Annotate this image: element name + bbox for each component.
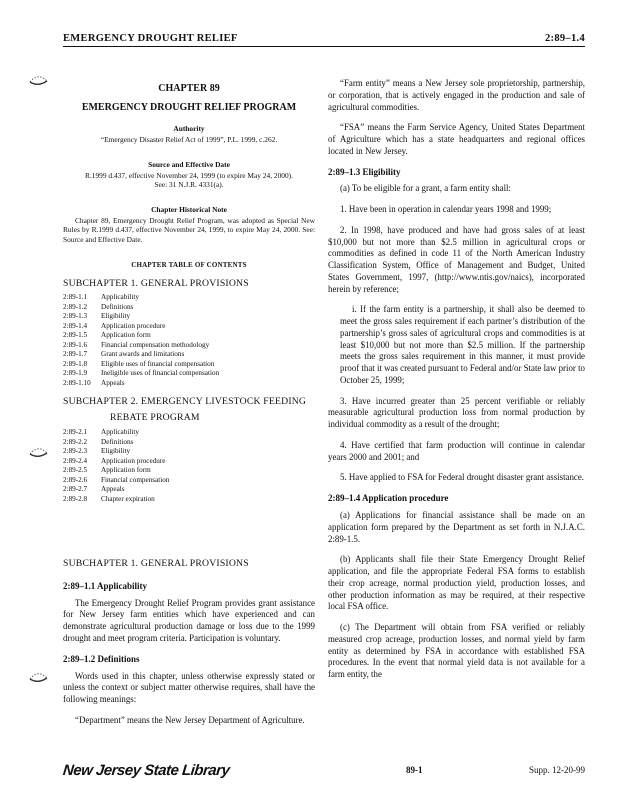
subchapter-1-heading: SUBCHAPTER 1. GENERAL PROVISIONS bbox=[63, 558, 249, 570]
toc-subchapter-2-heading-cont: REBATE PROGRAM bbox=[110, 412, 200, 424]
program-title: EMERGENCY DROUGHT RELIEF PROGRAM bbox=[81, 102, 297, 114]
left-column bbox=[63, 78, 315, 736]
toc-entry bbox=[63, 322, 315, 332]
supplement-date: Supp. 12-20-99 bbox=[529, 765, 585, 775]
authority-text: “Emergency Disaster Relief Act of 1999”, P.L. 1999, c.262. bbox=[100, 135, 278, 145]
punch-hole-mark bbox=[27, 665, 49, 687]
toc-entry bbox=[63, 293, 315, 303]
history-heading: Chapter Historical Note bbox=[151, 204, 227, 214]
toc-entry bbox=[63, 369, 315, 379]
toc-entry bbox=[63, 495, 315, 505]
toc-entry-title: Applicability bbox=[101, 428, 139, 437]
toc-entry-title: Appeals bbox=[101, 485, 125, 494]
toc-subchapter-1-list bbox=[63, 293, 315, 388]
eligibility-item-2-i: i. If the farm entity is a partnership, it shall also be deemed to meet the gross sales requirement if each partner’s distribution of the partnership’s gross sales of agricultural crops and commodities is at least $10,000 but not more than $2.5 million. If the partnership meets the gross sales requirement in this manner, it must provide proof that it was created pursuant to Federal and/or State law prior to October 25, 1999; bbox=[340, 304, 585, 385]
toc-entry-number: 2:89-2.3 bbox=[63, 447, 88, 456]
toc-entry-number: 2:89-1.5 bbox=[63, 331, 88, 340]
toc-subchapter-2-heading: SUBCHAPTER 2. EMERGENCY LIVESTOCK FEEDING bbox=[63, 396, 307, 408]
toc-entry bbox=[63, 457, 315, 467]
definition-farm-entity: “Farm entity” means a New Jersey sole proprietorship, partnership, or corporation, that is actively engaged in the production and sale of agricultural commodities. bbox=[328, 78, 585, 112]
toc-entry-number: 2:89-2.8 bbox=[63, 494, 88, 503]
toc-entry-title: Grant awards and limitations bbox=[101, 350, 185, 359]
toc-entry-title: Financial compensation methodology bbox=[101, 340, 210, 349]
header-title: EMERGENCY DROUGHT RELIEF bbox=[63, 33, 238, 44]
source-text: R.1999 d.437, effective November 24, 1999 (to expire May 24, 2000). bbox=[85, 170, 293, 180]
section-1-4-c: (c) The Department will obtain from FSA verified or reliably measured crop acreage, production losses, and normal yield by farm entity as determined by FSA in accordance with established FSA procedures. In the event that normal yield data is not available for a farm entity, the bbox=[328, 622, 585, 679]
toc-entry-title: Appeals bbox=[101, 378, 125, 387]
toc-entry-number: 2:89-1.2 bbox=[63, 302, 88, 311]
punch-hole-mark bbox=[27, 440, 49, 462]
definition-department: “Department” means the New Jersey Department of Agriculture. bbox=[75, 714, 305, 725]
section-1-3-a: (a) To be eligible for a grant, a farm entity shall: bbox=[340, 183, 511, 194]
toc-entry bbox=[63, 341, 315, 351]
eligibility-item-1: 1. Have been in operation in calendar years 1998 and 1999; bbox=[340, 204, 552, 215]
library-stamp: New Jersey State Library bbox=[62, 761, 231, 779]
toc-entry bbox=[63, 447, 315, 457]
toc-entry bbox=[63, 476, 315, 486]
toc-entry bbox=[63, 331, 315, 341]
toc-entry-title: Ineligible uses of financial compensation bbox=[101, 369, 220, 378]
eligibility-item-4: 4. Have certified that farm production will continue in calendar years 2000 and 2001; and bbox=[328, 439, 585, 462]
source-see: See: 31 N.J.R. 4331(a). bbox=[154, 180, 224, 190]
toc-entry-title: Eligibility bbox=[101, 447, 131, 456]
toc-entry bbox=[63, 312, 315, 322]
toc-entry-number: 2:89-1.1 bbox=[63, 293, 88, 302]
section-1-2-heading: 2:89–1.2 Definitions bbox=[63, 653, 140, 664]
toc-title: CHAPTER TABLE OF CONTENTS bbox=[131, 261, 247, 270]
toc-entry-title: Application form bbox=[101, 466, 151, 475]
toc-entry bbox=[63, 350, 315, 360]
toc-entry bbox=[63, 438, 315, 448]
toc-entry-number: 2:89-2.4 bbox=[63, 456, 88, 465]
toc-entry-title: Financial compensation bbox=[101, 475, 170, 484]
toc-entry-number: 2:89-2.6 bbox=[63, 475, 88, 484]
toc-entry-title: Application procedure bbox=[101, 321, 166, 330]
toc-subchapter-2-list bbox=[63, 428, 315, 504]
section-1-4-b: (b) Applicants shall file their State Emergency Drought Relief application, and file the appropriate Federal FSA forms to establish their crop acreage, normal production yield, production losses, and other production information as may be required, at their respective local FSA office. bbox=[328, 554, 585, 612]
punch-hole-mark bbox=[27, 68, 49, 90]
section-1-1-heading: 2:89–1.1 Applicability bbox=[63, 580, 148, 591]
section-1-4-a: (a) Applications for financial assistance shall be made on an application form prepared by the Department as set forth in N.J.A.C. 2:89-1.5. bbox=[328, 510, 585, 544]
toc-entry-number: 2:89-1.8 bbox=[63, 359, 88, 368]
toc-entry bbox=[63, 466, 315, 476]
toc-entry-title: Definitions bbox=[101, 437, 134, 446]
section-1-3-heading: 2:89–1.3 Eligibility bbox=[328, 166, 401, 177]
toc-entry bbox=[63, 379, 315, 389]
header-section-number: 2:89–1.4 bbox=[544, 33, 585, 44]
toc-entry-number: 2:89-2.5 bbox=[63, 466, 88, 475]
source-heading: Source and Effective Date bbox=[148, 159, 230, 169]
chapter-label: CHAPTER 89 bbox=[158, 83, 220, 94]
page-footer bbox=[63, 758, 585, 782]
section-1-1-text: The Emergency Drought Relief Program provides grant assistance for New Jersey farm entities which have experienced and can demonstrate agricultural production damage or loss due to the 1999 drought and meet program criteria. Participation is voluntary. bbox=[63, 597, 315, 643]
toc-entry-number: 2:89-1.7 bbox=[63, 350, 88, 359]
history-note: Chapter 89, Emergency Drought Relief Program, was adopted as Special New Rules by R.1999 d.437, effective November 24, 1999, to expire May 24, 2000. See: Source and Effective Date. bbox=[63, 215, 315, 244]
toc-entry-number: 2:89-1.10 bbox=[63, 378, 91, 387]
toc-entry bbox=[63, 303, 315, 313]
toc-entry-number: 2:89-1.4 bbox=[63, 321, 88, 330]
toc-entry-number: 2:89-1.3 bbox=[63, 312, 88, 321]
toc-entry-title: Eligible uses of financial compensation bbox=[101, 359, 215, 368]
toc-entry-title: Eligibility bbox=[101, 312, 131, 321]
right-column bbox=[328, 78, 585, 690]
toc-entry-number: 2:89-1.6 bbox=[63, 340, 88, 349]
eligibility-item-2: 2. In 1998, have produced and have had gross sales of at least $10,000 but not more than $2.5 million in agricultural crops or commodities as defined in code 11 of the North American Industry Classification System, Office of Management and Budget, United States Government, 1997, (http://www.ntis.gov/naics), incorporated herein by reference; bbox=[328, 224, 585, 294]
toc-subchapter-1-heading: SUBCHAPTER 1. GENERAL PROVISIONS bbox=[63, 277, 249, 289]
section-1-4-heading: 2:89–1.4 Application procedure bbox=[328, 493, 449, 504]
toc-entry-title: Applicability bbox=[101, 293, 139, 302]
authority-heading: Authority bbox=[173, 124, 205, 134]
toc-entry-title: Chapter expiration bbox=[101, 494, 155, 503]
toc-entry-number: 2:89-2.7 bbox=[63, 485, 88, 494]
toc-entry-title: Application procedure bbox=[101, 456, 166, 465]
toc-entry bbox=[63, 360, 315, 370]
running-header bbox=[63, 33, 585, 47]
toc-entry bbox=[63, 428, 315, 438]
toc-entry-number: 2:89-2.1 bbox=[63, 428, 88, 437]
toc-entry-title: Application form bbox=[101, 331, 151, 340]
eligibility-item-3: 3. Have incurred greater than 25 percent verifiable or reliably measurable agricultural production loss from normal production by individual commodity as a result of the drought; bbox=[328, 395, 585, 430]
page-number: 89-1 bbox=[405, 765, 423, 775]
section-1-2-text: Words used in this chapter, unless otherwise expressly stated or unless the context or subject matter otherwise requires, shall have the following meanings: bbox=[63, 670, 315, 705]
eligibility-item-5: 5. Have applied to FSA for Federal drought disaster grant assistance. bbox=[340, 472, 585, 483]
definition-fsa: “FSA” means the Farm Service Agency, United States Department of Agriculture which has a state headquarters and regional offices located in New Jersey. bbox=[328, 122, 585, 156]
toc-entry-title: Definitions bbox=[101, 302, 134, 311]
toc-entry-number: 2:89-1.9 bbox=[63, 369, 88, 378]
toc-entry-number: 2:89-2.2 bbox=[63, 437, 88, 446]
toc-entry bbox=[63, 485, 315, 495]
